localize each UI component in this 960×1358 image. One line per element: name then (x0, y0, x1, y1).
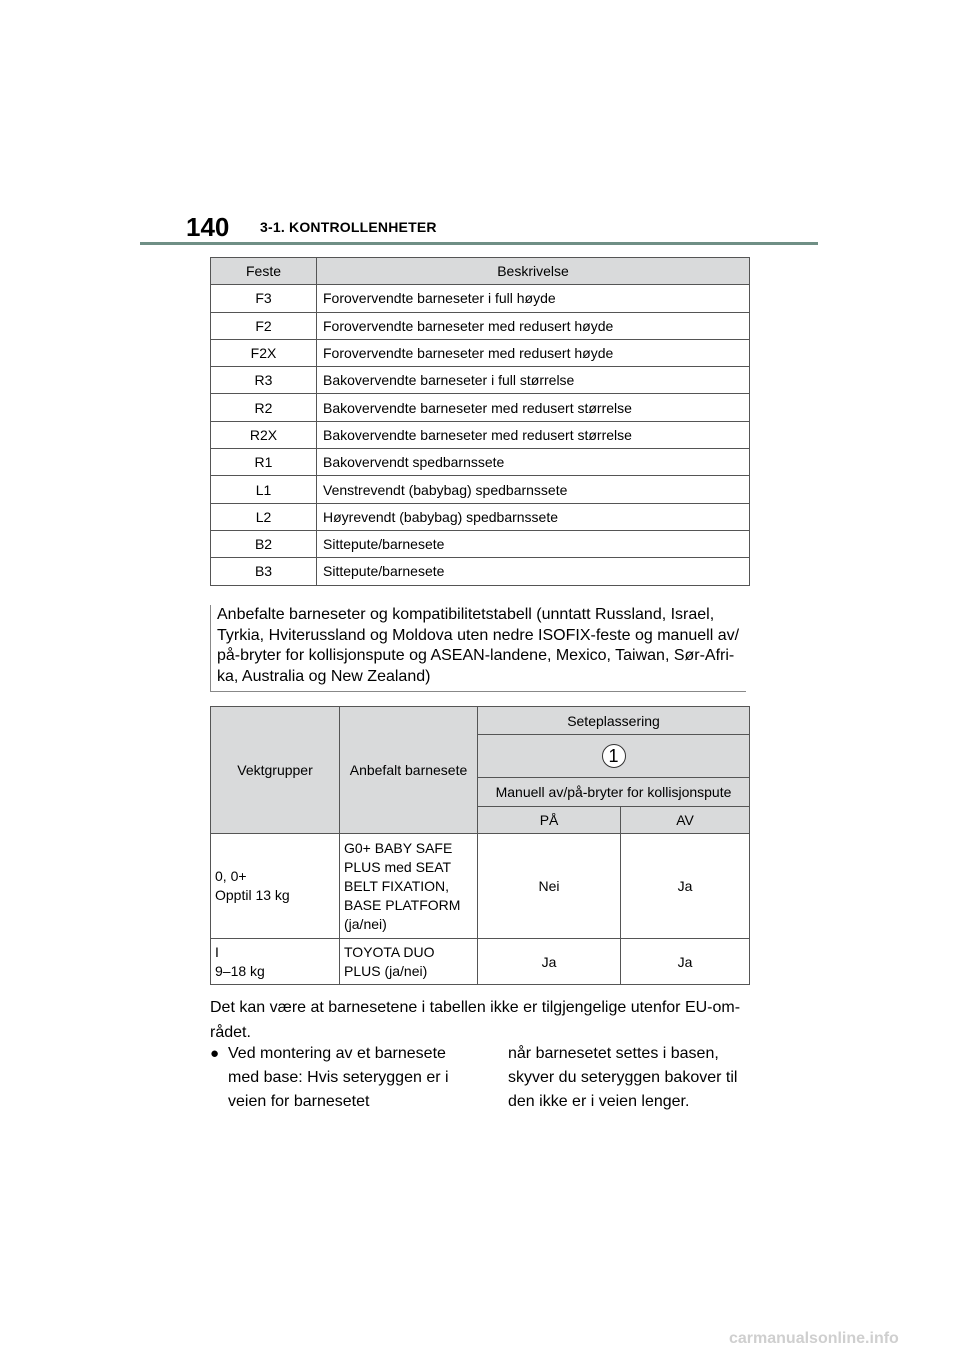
recommended-seat-cell (340, 939, 478, 985)
feste-column-header: Feste (211, 258, 317, 285)
feste-code-cell: L1 (211, 476, 317, 503)
seat-line: BASE PLATFORM (344, 896, 461, 913)
seat-position-header: Seteplassering (478, 707, 750, 735)
seat-position-number: 1 (602, 744, 626, 768)
feste-description-cell: Sittepute/barnesete (317, 558, 750, 585)
airbag-switch-header: Manuell av/på-bryter for kollisjonspute (478, 778, 750, 807)
feste-code-cell: R2 (211, 394, 317, 421)
table-row (211, 285, 750, 312)
weight-group-cell (211, 834, 340, 939)
seat-line: BELT FIXATION, (344, 877, 450, 894)
weight-group-header: Vektgrupper (211, 707, 340, 834)
table-row (211, 530, 750, 557)
bullet-line: med base: Hvis seteryggen er i (228, 1069, 449, 1086)
switch-off-header: AV (621, 807, 750, 834)
weight-group-cell (211, 939, 340, 985)
compat-header-row (211, 707, 750, 735)
bullet-line: skyver du seteryggen bakover til (508, 1069, 738, 1086)
bullet-line: når barnesetet settes i basen, (508, 1045, 719, 1062)
feste-description-cell: Sittepute/barnesete (317, 530, 750, 557)
seat-line: TOYOTA DUO (344, 943, 435, 960)
feste-description-cell: Bakovervendt spedbarnssete (317, 449, 750, 476)
compatibility-table (210, 706, 750, 985)
table-row (211, 339, 750, 366)
feste-code-cell: R1 (211, 449, 317, 476)
bullet-icon: ● (210, 1045, 220, 1062)
bullet-line: Ved montering av et barnesete (228, 1045, 446, 1062)
feste-description-cell: Bakovervendte barneseter med redusert størrelse (317, 394, 750, 421)
feste-code-cell: L2 (211, 503, 317, 530)
table-row (211, 558, 750, 585)
feste-description-cell: Forovervendte barneseter med redusert høyde (317, 312, 750, 339)
feste-code-cell: B2 (211, 530, 317, 557)
bullet-paragraph-left (210, 1042, 470, 1114)
seat-line: (ja/nei) (344, 915, 387, 932)
weight-line: 0, 0+ (215, 868, 247, 884)
bullet-text-left (228, 1042, 470, 1114)
switch-off-value: Ja (621, 834, 750, 939)
feste-description-cell: Forovervendte barneseter i full høyde (317, 285, 750, 312)
note-line: Det kan være at barnesetene i tabellen ikke er tilgjengelige utenfor EU-om- (210, 999, 741, 1016)
intro-line: Tyrkia, Hviterussland og Moldova uten nedre ISOFIX-feste og manuell av/ (217, 626, 740, 644)
table-row (211, 503, 750, 530)
header-divider (140, 242, 818, 245)
page-number: 140 (186, 212, 230, 242)
table-row (211, 939, 750, 985)
feste-table-header-row (211, 258, 750, 285)
intro-line: ka, Australia og New Zealand) (217, 667, 431, 685)
table-row (211, 449, 750, 476)
table-row (211, 476, 750, 503)
table-row (211, 834, 750, 939)
feste-table-body (211, 285, 750, 585)
switch-on-value: Ja (478, 939, 621, 985)
weight-line: 9–18 kg (215, 962, 265, 979)
feste-code-cell: F3 (211, 285, 317, 312)
recommended-seat-cell (340, 834, 478, 939)
weight-line: Opptil 13 kg (215, 887, 290, 903)
watermark[interactable]: carmanualsonline.info (729, 1330, 899, 1347)
feste-description-cell: Bakovervendte barneseter med redusert størrelse (317, 421, 750, 448)
intro-line: Anbefalte barneseter og kompatibilitetstabell (unntatt Russland, Israel, (217, 606, 715, 623)
bullet-line: veien for barnesetet (228, 1093, 370, 1110)
availability-note (210, 995, 755, 1045)
switch-off-value: Ja (621, 939, 750, 985)
beskrivelse-column-header: Beskrivelse (317, 258, 750, 285)
table-row (211, 394, 750, 421)
switch-on-value: Nei (478, 834, 621, 939)
intro-line: på-bryter for kollisjonspute og ASEAN-landene, Mexico, Taiwan, Sør-Afri- (217, 647, 735, 664)
bullet-line: den ikke er i veien lenger. (508, 1093, 690, 1110)
table-row (211, 312, 750, 339)
section-title: 3-1. KONTROLLENHETER (260, 219, 437, 235)
table-intro-text (211, 605, 746, 687)
feste-description-cell: Høyrevendt (babybag) spedbarnssete (317, 503, 750, 530)
feste-description-cell: Forovervendte barneseter med redusert høyde (317, 339, 750, 366)
seat-line: PLUS med SEAT (344, 858, 452, 875)
table-row (211, 421, 750, 448)
feste-code-cell: F2X (211, 339, 317, 366)
feste-description-cell: Bakovervendte barneseter i full størrelse (317, 367, 750, 394)
feste-code-cell: R3 (211, 367, 317, 394)
feste-table (210, 257, 750, 586)
table-intro-block (210, 605, 746, 692)
seat-line: PLUS (ja/nei) (344, 962, 428, 979)
feste-code-cell: F2 (211, 312, 317, 339)
seat-position-number-cell (478, 735, 750, 778)
feste-code-cell: B3 (211, 558, 317, 585)
weight-line: I (215, 943, 219, 960)
feste-description-cell: Venstrevendt (babybag) spedbarnssete (317, 476, 750, 503)
seat-line: G0+ BABY SAFE (344, 839, 453, 856)
switch-on-header: PÅ (478, 807, 621, 834)
feste-code-cell: R2X (211, 421, 317, 448)
recommended-seat-header: Anbefalt barnesete (340, 707, 478, 834)
table-row (211, 367, 750, 394)
note-line: rådet. (210, 1024, 251, 1041)
bullet-paragraph-right (508, 1042, 758, 1114)
